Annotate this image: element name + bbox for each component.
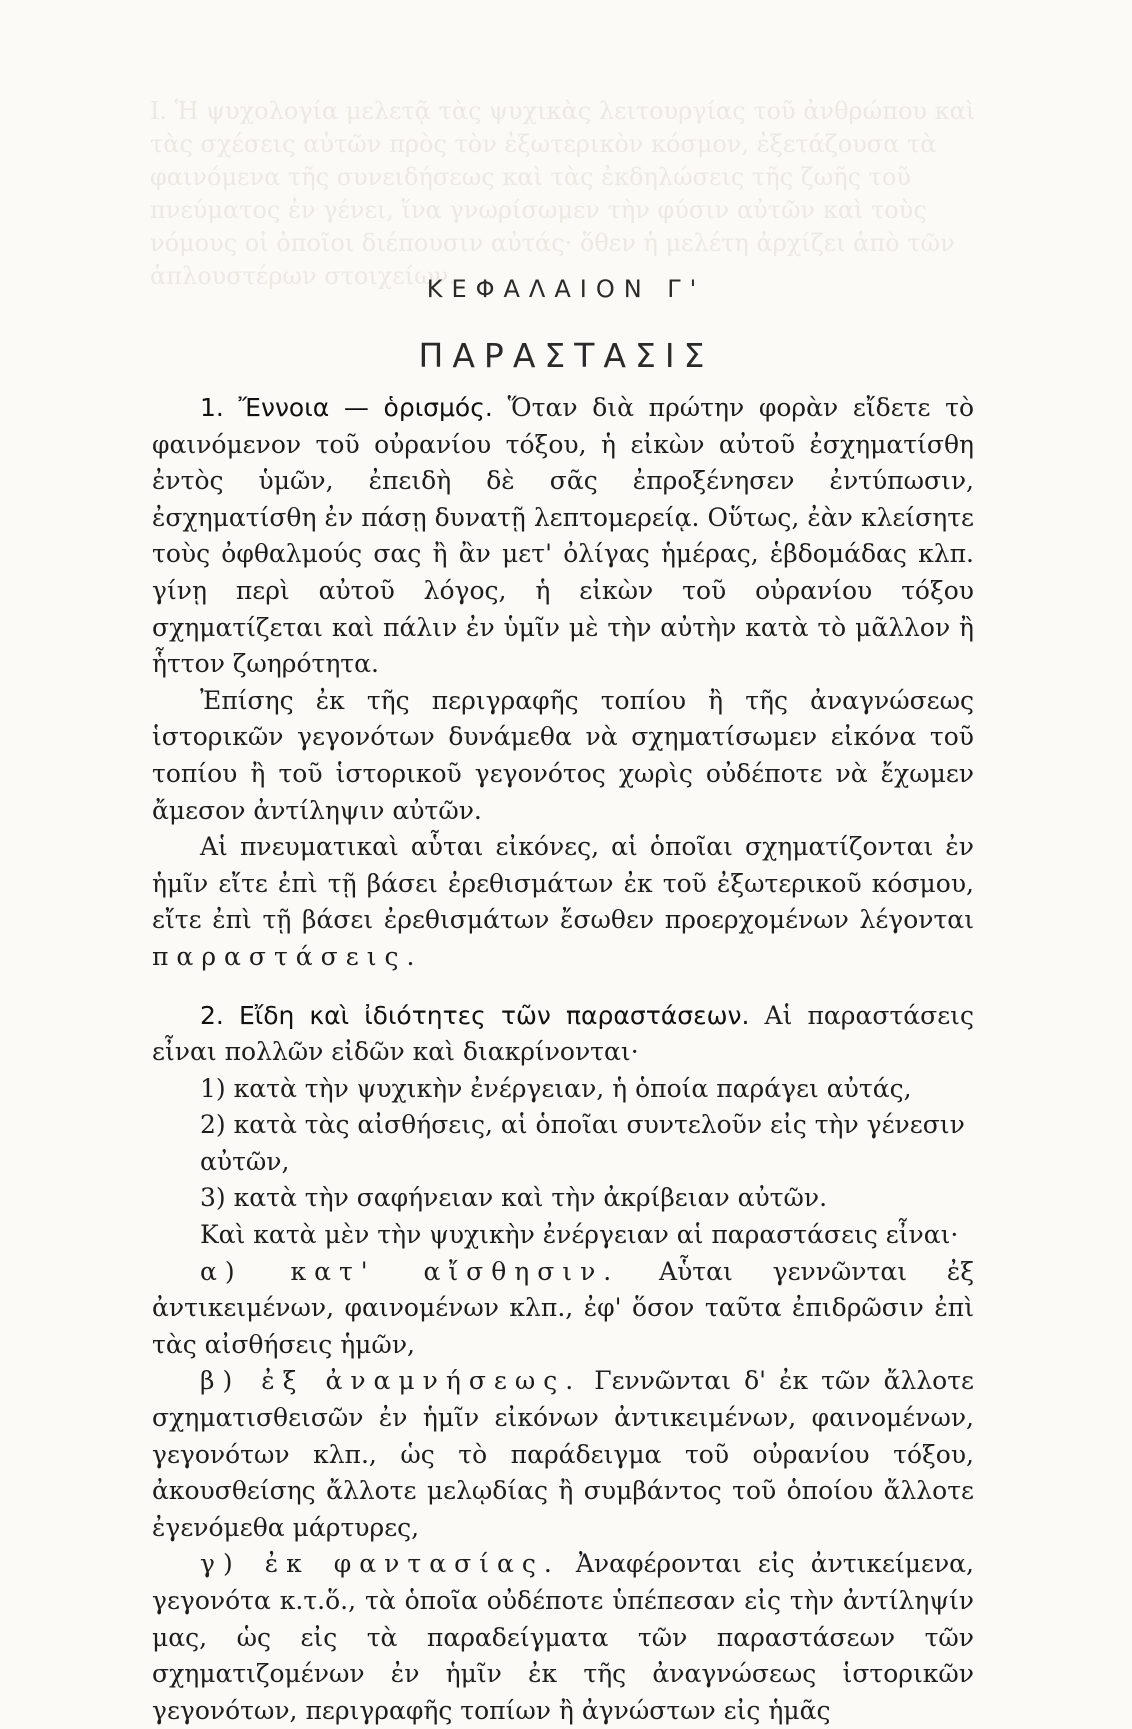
list-item: 2) κατὰ τὰς αἰσθήσεις, αἱ ὁποῖαι συντελοῦν εἰς τὴν γένεσιν αὐτῶν, [200, 1110, 965, 1176]
item-a-text: Αὗται γεννῶνται ἐξ ἀντικειμένων, φαινομένων κλπ., ἐφ' ὅσον ταῦτα ἐπιδρῶσιν ἐπὶ τὰς αἰσθήσεις ἡμῶν, [152, 1256, 974, 1359]
section2-heading: 2. Εἴδη καὶ ἰδιότητες τῶν παραστάσεων. [200, 1000, 750, 1030]
section2-item-a [152, 1254, 974, 1364]
item-a-term: α) κατ' αἴσθησιν. [200, 1256, 620, 1286]
bleed-through-text: Ι. Ἡ ψυχολογία μελετᾷ τὰς ψυχικὰς λειτουργίας τοῦ ἀνθρώπου καὶ τὰς σχέσεις αὐτῶν πρὸς τὸν ἐξωτερικὸν κόσμον, ἐξετάζουσα τὰ φαινόμενα τῆς συνειδήσεως καὶ τὰς ἐκδηλώσεις τῆς ζωῆς τοῦ πνεύματος ἐν γένει, ἵνα γνωρίσωμεν τὴν φύσιν αὐτῶν καὶ τοὺς νόμους οἱ ὁποῖοι διέπουσιν αὐτάς· ὅθεν ἡ μελέτη ἀρχίζει ἀπὸ τῶν ἁπλουστέρων στοιχείων. [150, 97, 976, 290]
section2-item-b [152, 1363, 974, 1546]
section1-heading: 1. Ἔννοια — ὁρισμός. [200, 393, 493, 422]
chapter-label: ΚΕΦΑΛΑΙΟΝ Γ' [426, 275, 706, 303]
section1-p3-term: παραστάσεις. [152, 941, 423, 971]
item-b-text: Γεννῶνται δ' ἐκ τῶν ἄλλοτε σχηματισθεισῶν ἐν ἡμῖν εἰκόνων ἀντικειμένων, φαινομένων, γεγονότων κλπ., ὡς τὸ παράδειγμα τοῦ οὐρανίου τόξου, ἀκουσθείσης ἄλλοτε μελῳδίας ἢ συμβάντος τοῦ ὁποίου ἄλλοτε ἐγενόμεθα μάρτυρες, [152, 1366, 974, 1542]
section1-intro: Ὅταν διὰ πρώτην φορὰν εἴδετε τὸ φαινόμενον τοῦ οὐρανίου τόξου, ἡ εἰκὼν αὐτοῦ ἐσχηματίσθη ἐντὸς ὑμῶν, ἐπειδὴ δὲ σᾶς ἐπροξένησεν ἐντύπωσιν, ἐσχηματίσθη ἐν πάσῃ δυνατῇ λεπτομερείᾳ. Οὕτως, ἐὰν κλείσητε τοὺς ὀφθαλμούς σας ἢ ἂν μετ' ὀλίγας ἡμέρας, ἑβδομάδας κλπ. γίνῃ περὶ αὐτοῦ λόγος, ἡ εἰκὼν τοῦ οὐρανίου τόξου σχηματίζεται καὶ πάλιν ἐν ὑμῖν μὲ τὴν αὐτὴν κατὰ τὸ μᾶλλον ἢ ἧττον ζωηρότητα. [152, 393, 975, 679]
section1-p2: Ἐπίσης ἐκ τῆς περιγραφῆς τοπίου ἢ τῆς ἀναγνώσεως ἱστορικῶν γεγονότων δυνάμεθα νὰ σχηματίσωμεν εἰκόνα τοῦ τοπίου ἢ τοῦ ἱστορικοῦ γεγονότος χωρὶς οὐδέποτε νὰ ἔχωμεν ἄμεσον ἀντίληψιν αὐτῶν. [152, 685, 974, 825]
section1-p3 [152, 829, 974, 975]
page-title: ΠΑΡΑΣΤΑΣΙΣ [418, 336, 714, 375]
item-c-text: Ἀναφέρονται εἰς ἀντικείμενα, γεγονότα κ.τ.ὅ., τὰ ὁποῖα οὐδέποτε ὑπέπεσαν εἰς τὴν ἀντίληψίν μας, ὡς εἰς τὰ παραδείγματα τῶν παραστάσεων τῶν σχηματιζομένων ἐν ἡμῖν ἐκ τῆς ἀναγνώσεως ἱστορικῶν γεγονότων, περιγραφῆς τοπίων ἢ ἀγνώστων εἰς ἡμᾶς [152, 1549, 975, 1725]
section1-paragraph [152, 390, 974, 683]
list-item: 3) κατὰ τὴν σαφήνειαν καὶ τὴν ἀκρίβειαν αὐτῶν. [200, 1183, 828, 1213]
section2-lead: Καὶ κατὰ μὲν τὴν ψυχικὴν ἐνέργειαν αἱ παραστάσεις εἶναι· [200, 1220, 959, 1250]
item-b-term: β) ἐξ ἀναμνήσεως. [200, 1366, 582, 1396]
section2-intro: Αἱ παραστάσεις εἶναι πολλῶν εἰδῶν καὶ διακρίνονται· [152, 1000, 974, 1067]
list-item: 1) κατὰ τὴν ψυχικὴν ἐνέργειαν, ἡ ὁποία παράγει αὐτάς, [200, 1073, 912, 1103]
section2-paragraph [152, 998, 974, 1071]
body-text [152, 390, 974, 1729]
section1-p3-text: Αἱ πνευματικαὶ αὗται εἰκόνες, αἱ ὁποῖαι σχηματίζονται ἐν ἡμῖν εἴτε ἐπὶ τῇ βάσει ἐρεθισμάτων ἐκ τοῦ ἐξωτερικοῦ κόσμου, εἴτε ἐπὶ τῇ βάσει ἐρεθισμάτων ἔσωθεν προερχομένων λέγονται [152, 832, 974, 935]
section2-item-c [152, 1546, 974, 1729]
item-c-term: γ) ἐκ φαντασίας. [200, 1549, 560, 1579]
